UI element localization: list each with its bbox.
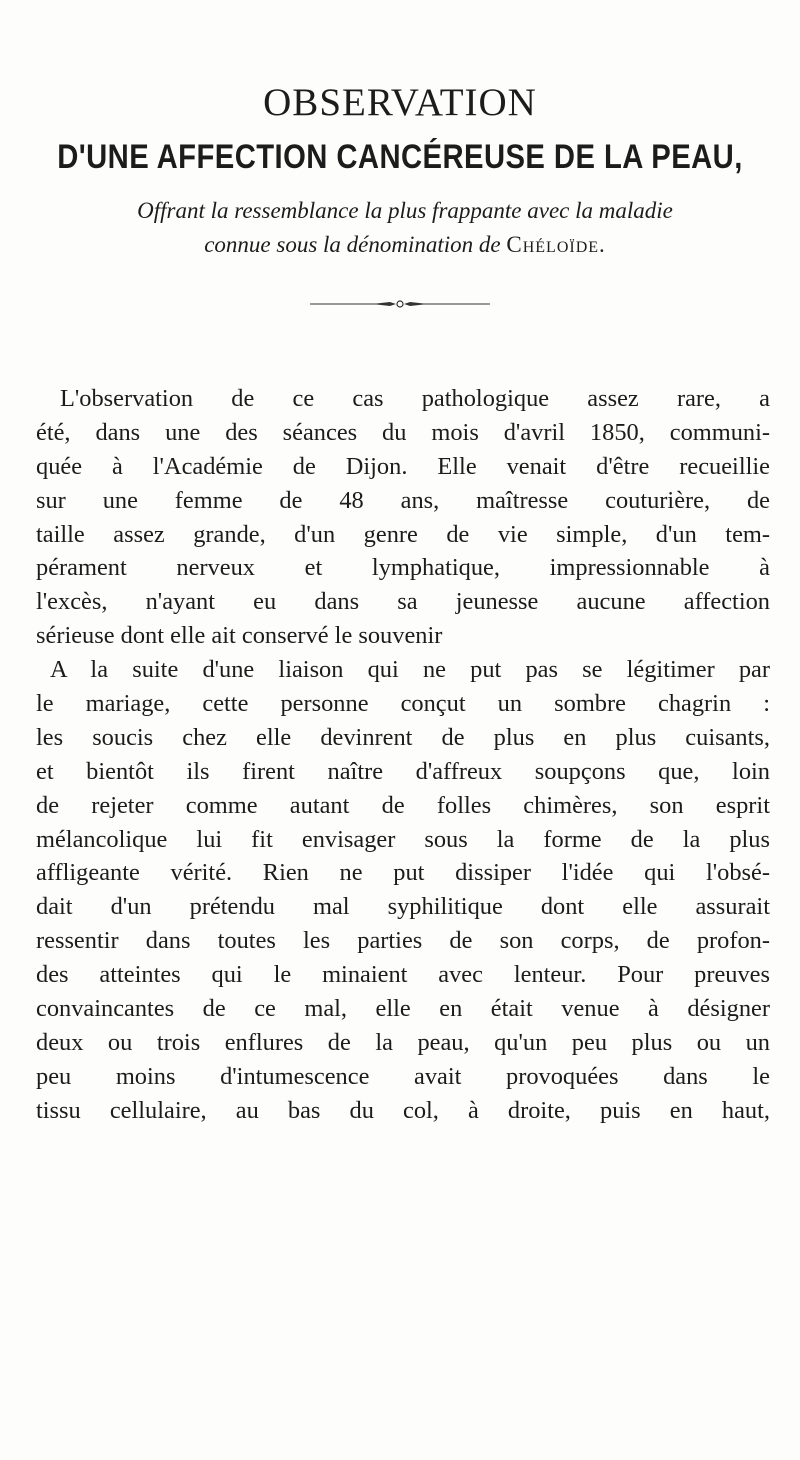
page-title: OBSERVATION — [263, 81, 537, 124]
text-line: tissu cellulaire, au bas du col, à droite, puis en haut, — [36, 1096, 770, 1124]
text-line: l'excès, n'ayant eu dans sa jeunesse aucune affection — [36, 588, 770, 616]
tagline-line-2-term: Chéloïde. — [506, 232, 606, 257]
text-line: mélancolique lui fit envisager sous la forme de la plus — [36, 825, 770, 853]
text-line: peu moins d'intumescence avait provoquées dans le — [36, 1062, 770, 1090]
text-line: le mariage, cette personne conçut un sombre chagrin : — [36, 690, 770, 718]
text-line: ressentir dans toutes les parties de son corps, de profon- — [36, 927, 770, 955]
text-line: des atteintes qui le minaient avec lenteur. Pour preuves — [36, 961, 770, 989]
ornamental-divider — [310, 298, 490, 310]
tagline-line-2 — [40, 232, 770, 258]
text-line: deux ou trois enflures de la peau, qu'un peu plus ou un — [36, 1028, 770, 1056]
text-line: sérieuse dont elle ait conservé le souvenir — [36, 622, 443, 650]
text-line: et bientôt ils firent naître d'affreux soupçons que, loin — [36, 757, 770, 785]
text-line: dait d'un prétendu mal syphilitique dont elle assurait — [36, 893, 770, 921]
text-line: quée à l'Académie de Dijon. Elle venait d'être recueillie — [36, 452, 770, 480]
body-text — [36, 382, 770, 1128]
text-line: été, dans une des séances du mois d'avril 1850, communi- — [36, 418, 770, 446]
text-line: convaincantes de ce mal, elle en était venue à désigner — [36, 995, 770, 1023]
text-line: A la suite d'une liaison qui ne put pas se légitimer par — [50, 656, 770, 684]
text-line: de rejeter comme autant de folles chimères, son esprit — [36, 791, 770, 819]
text-line: les soucis chez elle devinrent de plus en plus cuisants, — [36, 723, 770, 751]
text-line: affligeante vérité. Rien ne put dissiper l'idée qui l'obsé- — [36, 859, 770, 887]
text-line: taille assez grande, d'un genre de vie simple, d'un tem- — [36, 520, 770, 548]
tagline-line-1: Offrant la ressemblance la plus frappante avec la maladie — [137, 198, 673, 223]
page-subtitle: D'UNE AFFECTION CANCÉREUSE DE LA PEAU, — [57, 138, 743, 176]
text-line: L'observation de ce cas pathologique assez rare, a — [60, 385, 770, 412]
tagline-line-2-prefix: connue sous la dénomination de — [204, 232, 507, 257]
text-line: sur une femme de 48 ans, maîtresse couturière, de — [36, 486, 770, 514]
text-line: pérament nerveux et lymphatique, impressionnable à — [36, 554, 770, 582]
